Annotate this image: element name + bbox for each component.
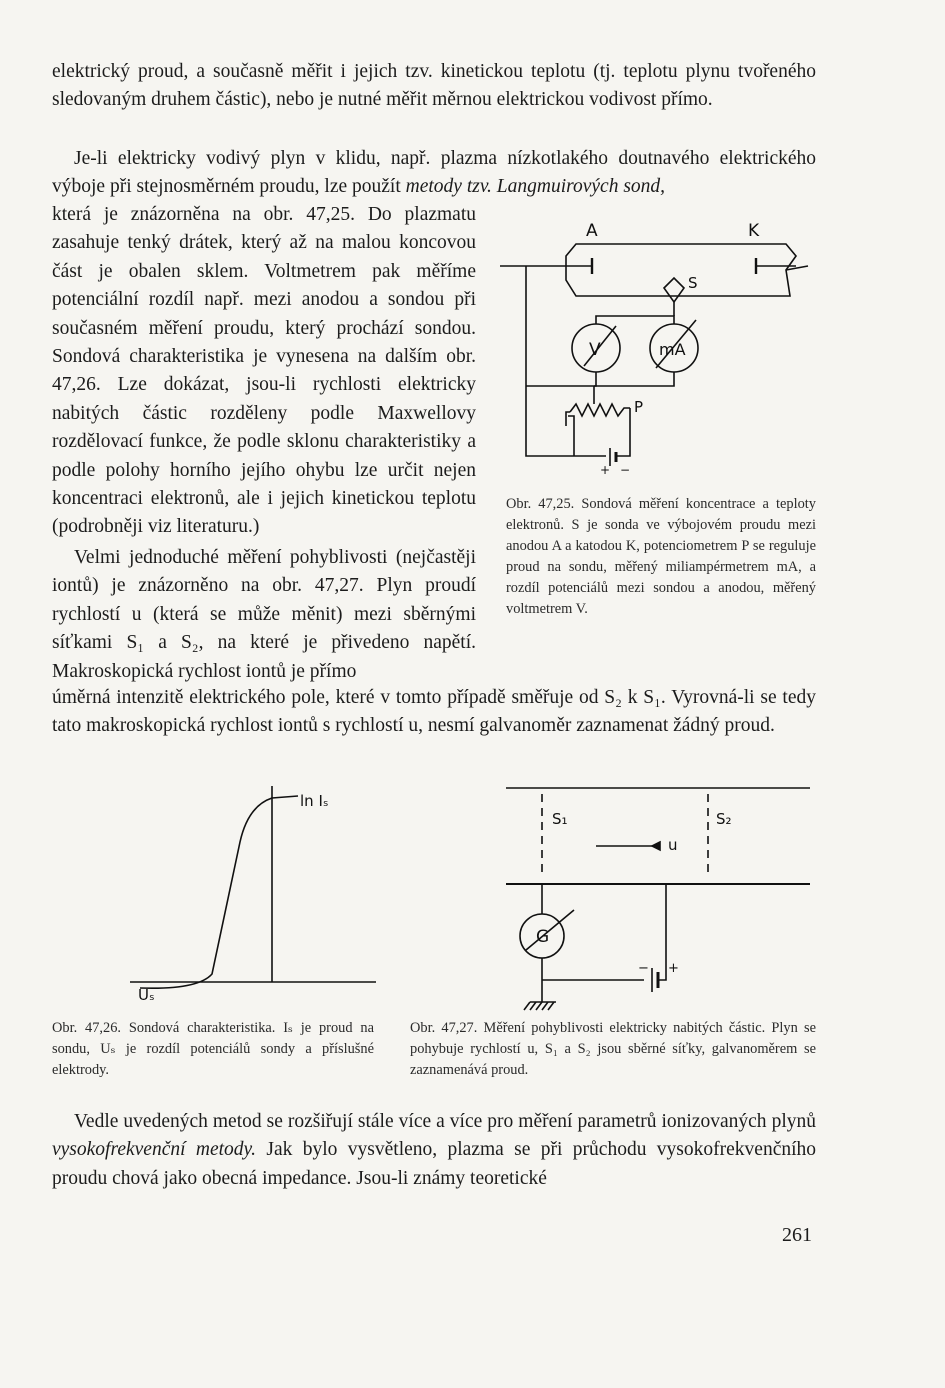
paragraph-3: Velmi jednoduché měření pohyblivosti (nejčastěji iontů) je znázorněno na obr. 47,27. Plyn proudí rychlostí u (která se může měnit) mezi sběrnými síťkami S₁ a S₂, na které je přivedeno napětí. Makroskopická rychlost iontů je přímo <box>52 547 476 682</box>
fig27-label-minus: − <box>638 961 649 976</box>
paragraph-2-text-a: Je-li elektricky vodivý plyn v klidu, např. plazma nízkotlakého doutnavého elektrického výboje při stejnosměrném proudu, lze použít <box>52 148 816 198</box>
fig25-label-minus: − <box>620 463 631 477</box>
paragraph-3-cont: úměrná intenzitě elektrického pole, které v tomto případě směřuje od S₂ k S₁. Vyrovná-li se tedy tato makroskopická rychlost iontů s rychlostí u, nesmí galvanoměr zaznamenat žádný proud. <box>52 687 816 737</box>
fig27-label-plus: + <box>668 961 679 976</box>
fig25-label-plus: + <box>600 463 611 477</box>
paragraph-2-cont: která je znázorněna na obr. 47,25. Do plazmatu zasahuje tenký drátek, který až na malou koncovou část je obalen sklem. Voltmetrem pak měříme potenciální rozdíl např. mezi anodou a sondou při současném měření proudu, který prochází sondou. Sondová charakteristika je vynesena na dalším obr. 47,26. Lze dokázat, jsou-li rychlosti elektricky nabitých částic rozděleny podle Maxwellovy rozdělovací funkce, že podle sklonu charakteristiky a podle polohy horního jejího ohybu lze určit nejen koncentraci elektronů, ale i jejich kinetickou teplotu (podrobněji viz literaturu.) <box>52 204 476 538</box>
fig25-label-a: A <box>586 221 598 241</box>
caption-fig-47-26: Obr. 47,26. Sondová charakteristika. Iₛ je proud na sondu, Uₛ je rozdíl potenciálů sondy a příslušné elektrody. <box>52 1020 374 1078</box>
paragraph-4-text-a: Vedle uvedených metod se rozšiřují stále více a více pro měření parametrů ionizovaných plynů <box>74 1111 816 1132</box>
paragraph-2 <box>52 145 816 202</box>
fig25-label-ma: mA <box>659 340 686 359</box>
paragraph-1: elektrický proud, a současně měřit i jejich tzv. kinetickou teplotu (tj. teplotu plynu tvořeného sledovaným druhem částic), nebo je nutné měřit měrnou elektrickou vodivost přímo. <box>52 61 816 111</box>
figure-47-25-diagram <box>496 216 816 486</box>
fig25-label-k: K <box>748 221 760 241</box>
figure-47-26-chart <box>128 778 378 1010</box>
paragraph-2-italic: metody tzv. Langmuirových sond, <box>405 176 666 198</box>
paragraph-4 <box>52 1108 816 1193</box>
fig25-label-s: S <box>688 274 698 292</box>
fig26-label-x: Uₛ <box>138 986 155 1004</box>
fig27-label-g: G <box>536 927 550 947</box>
fig25-label-p: P <box>634 398 644 416</box>
fig25-label-v: V <box>589 340 601 360</box>
fig27-label-s1: S₁ <box>552 810 568 828</box>
figure-47-27-diagram <box>500 780 816 1012</box>
fig27-label-s2: S₂ <box>716 810 732 828</box>
fig27-label-u: u <box>668 836 678 854</box>
paragraph-4-text-b: Jak bylo vysvětleno, plazma se při průchodu vysokofrekvenčního proudu chová jako obecná impedance. Jsou-li známy teoretické <box>52 1139 817 1189</box>
page-number: 261 <box>782 1224 812 1246</box>
caption-fig-47-27: Obr. 47,27. Měření pohyblivosti elektricky nabitých částic. Plyn se pohybuje rychlostí u, S₁ a S₂ jsou sběrné síťky, galvanoměrem se zaznamenává proud. <box>410 1020 816 1078</box>
fig26-label-y: ln Iₛ <box>300 792 329 810</box>
paragraph-4-italic: vysokofrekvenční metody. <box>52 1139 257 1161</box>
caption-fig-47-25: Obr. 47,25. Sondová měření koncentrace a teploty elektronů. S je sonda ve výbojovém proudu mezi anodou A a katodou K, potenciometrem P se reguluje proud na sondu, měřený miliampérmetrem mA, a rozdíl potenciálů mezi sondou a anodou, měřený voltmetrem V. <box>506 496 816 617</box>
